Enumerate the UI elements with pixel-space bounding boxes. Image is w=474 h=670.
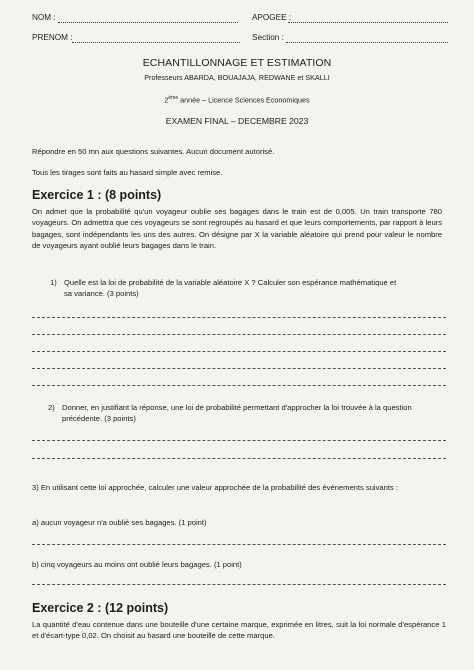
level-line xyxy=(0,95,474,104)
exam-title: ECHANTILLONNAGE ET ESTIMATION xyxy=(142,57,332,69)
exercise2-heading: Exercice 2 : (12 points) xyxy=(32,601,169,615)
exam-session: EXAMEN FINAL – DECEMBRE 2023 xyxy=(165,116,309,126)
question-1: Quelle est la loi de probabilité de la variable aléatoire X ? Calculer son espérance mathématique et sa variance. (3 points) xyxy=(64,278,397,299)
answer-line[interactable] xyxy=(32,368,446,369)
professors-line: Professeurs ABARDA, BOUAJAJA, REDWANE et SKALLI xyxy=(144,73,330,82)
apogee-label: APOGEE : xyxy=(252,13,292,22)
level-year: 2 xyxy=(164,95,169,105)
prenom-field[interactable] xyxy=(72,42,240,43)
apogee-field[interactable] xyxy=(288,22,448,23)
instruction-draws: Tous les tirages sont faits au hasard simple avec remise. xyxy=(32,168,223,177)
answer-line[interactable] xyxy=(32,458,446,459)
question-3b: b) cinq voyageurs au moins ont oublié leurs bagages. (1 point) xyxy=(32,560,242,569)
nom-label: NOM : xyxy=(32,13,56,22)
instruction-duration: Répondre en 50 mn aux questions suivantes. Aucun document autorisé. xyxy=(32,147,275,156)
level-rest: année – Licence Sciences Economiques xyxy=(178,95,310,105)
prenom-label: PRENOM : xyxy=(32,33,73,42)
exercise2-statement: La quantité d'eau contenue dans une bouteille d'une certaine marque, exprimée en litres, suit la loi normale d'espérance 1 et d'écart-type 0,02. On choisit au hasard une bouteille de cette marque. xyxy=(32,620,446,641)
answer-line[interactable] xyxy=(32,385,446,386)
section-label: Section : xyxy=(252,33,284,42)
question-3a: a) aucun voyageur n'a oublié ses bagages. (1 point) xyxy=(32,518,207,527)
level-sup: ème xyxy=(168,95,179,101)
answer-line[interactable] xyxy=(32,584,446,585)
answer-line[interactable] xyxy=(32,351,446,352)
question-3: 3) En utilisant cette loi approchée, calculer une valeur approchée de la probabilité des événements suivants : xyxy=(32,483,398,492)
nom-field[interactable] xyxy=(58,22,238,23)
exercise1-heading: Exercice 1 : (8 points) xyxy=(32,188,162,202)
answer-line[interactable] xyxy=(32,544,446,545)
q1-number: 1) xyxy=(50,278,57,287)
section-field[interactable] xyxy=(286,42,448,43)
q2-number: 2) xyxy=(48,403,55,412)
exercise1-statement: On admet que la probabilité qu'un voyageur oublie ses bagages dans le train est de 0,005. Un train transporte 780 voyageurs. On admettra que ces voyageurs se sont regroupés au hasard et que leurs comportements, par rapport à leurs bagages, sont indépendants les uns des autres. On désigne par X la variable aléatoire qui prend pour valeur le nombre de voyageurs ayant oublié leurs bagages dans le train. xyxy=(32,207,442,251)
answer-line[interactable] xyxy=(32,440,446,441)
answer-line[interactable] xyxy=(32,334,446,335)
answer-line[interactable] xyxy=(32,317,446,318)
question-2: Donner, en justifiant la réponse, une loi de probabilité permettant d'approcher la loi trouvée à la question précédente. (3 points) xyxy=(62,403,412,424)
